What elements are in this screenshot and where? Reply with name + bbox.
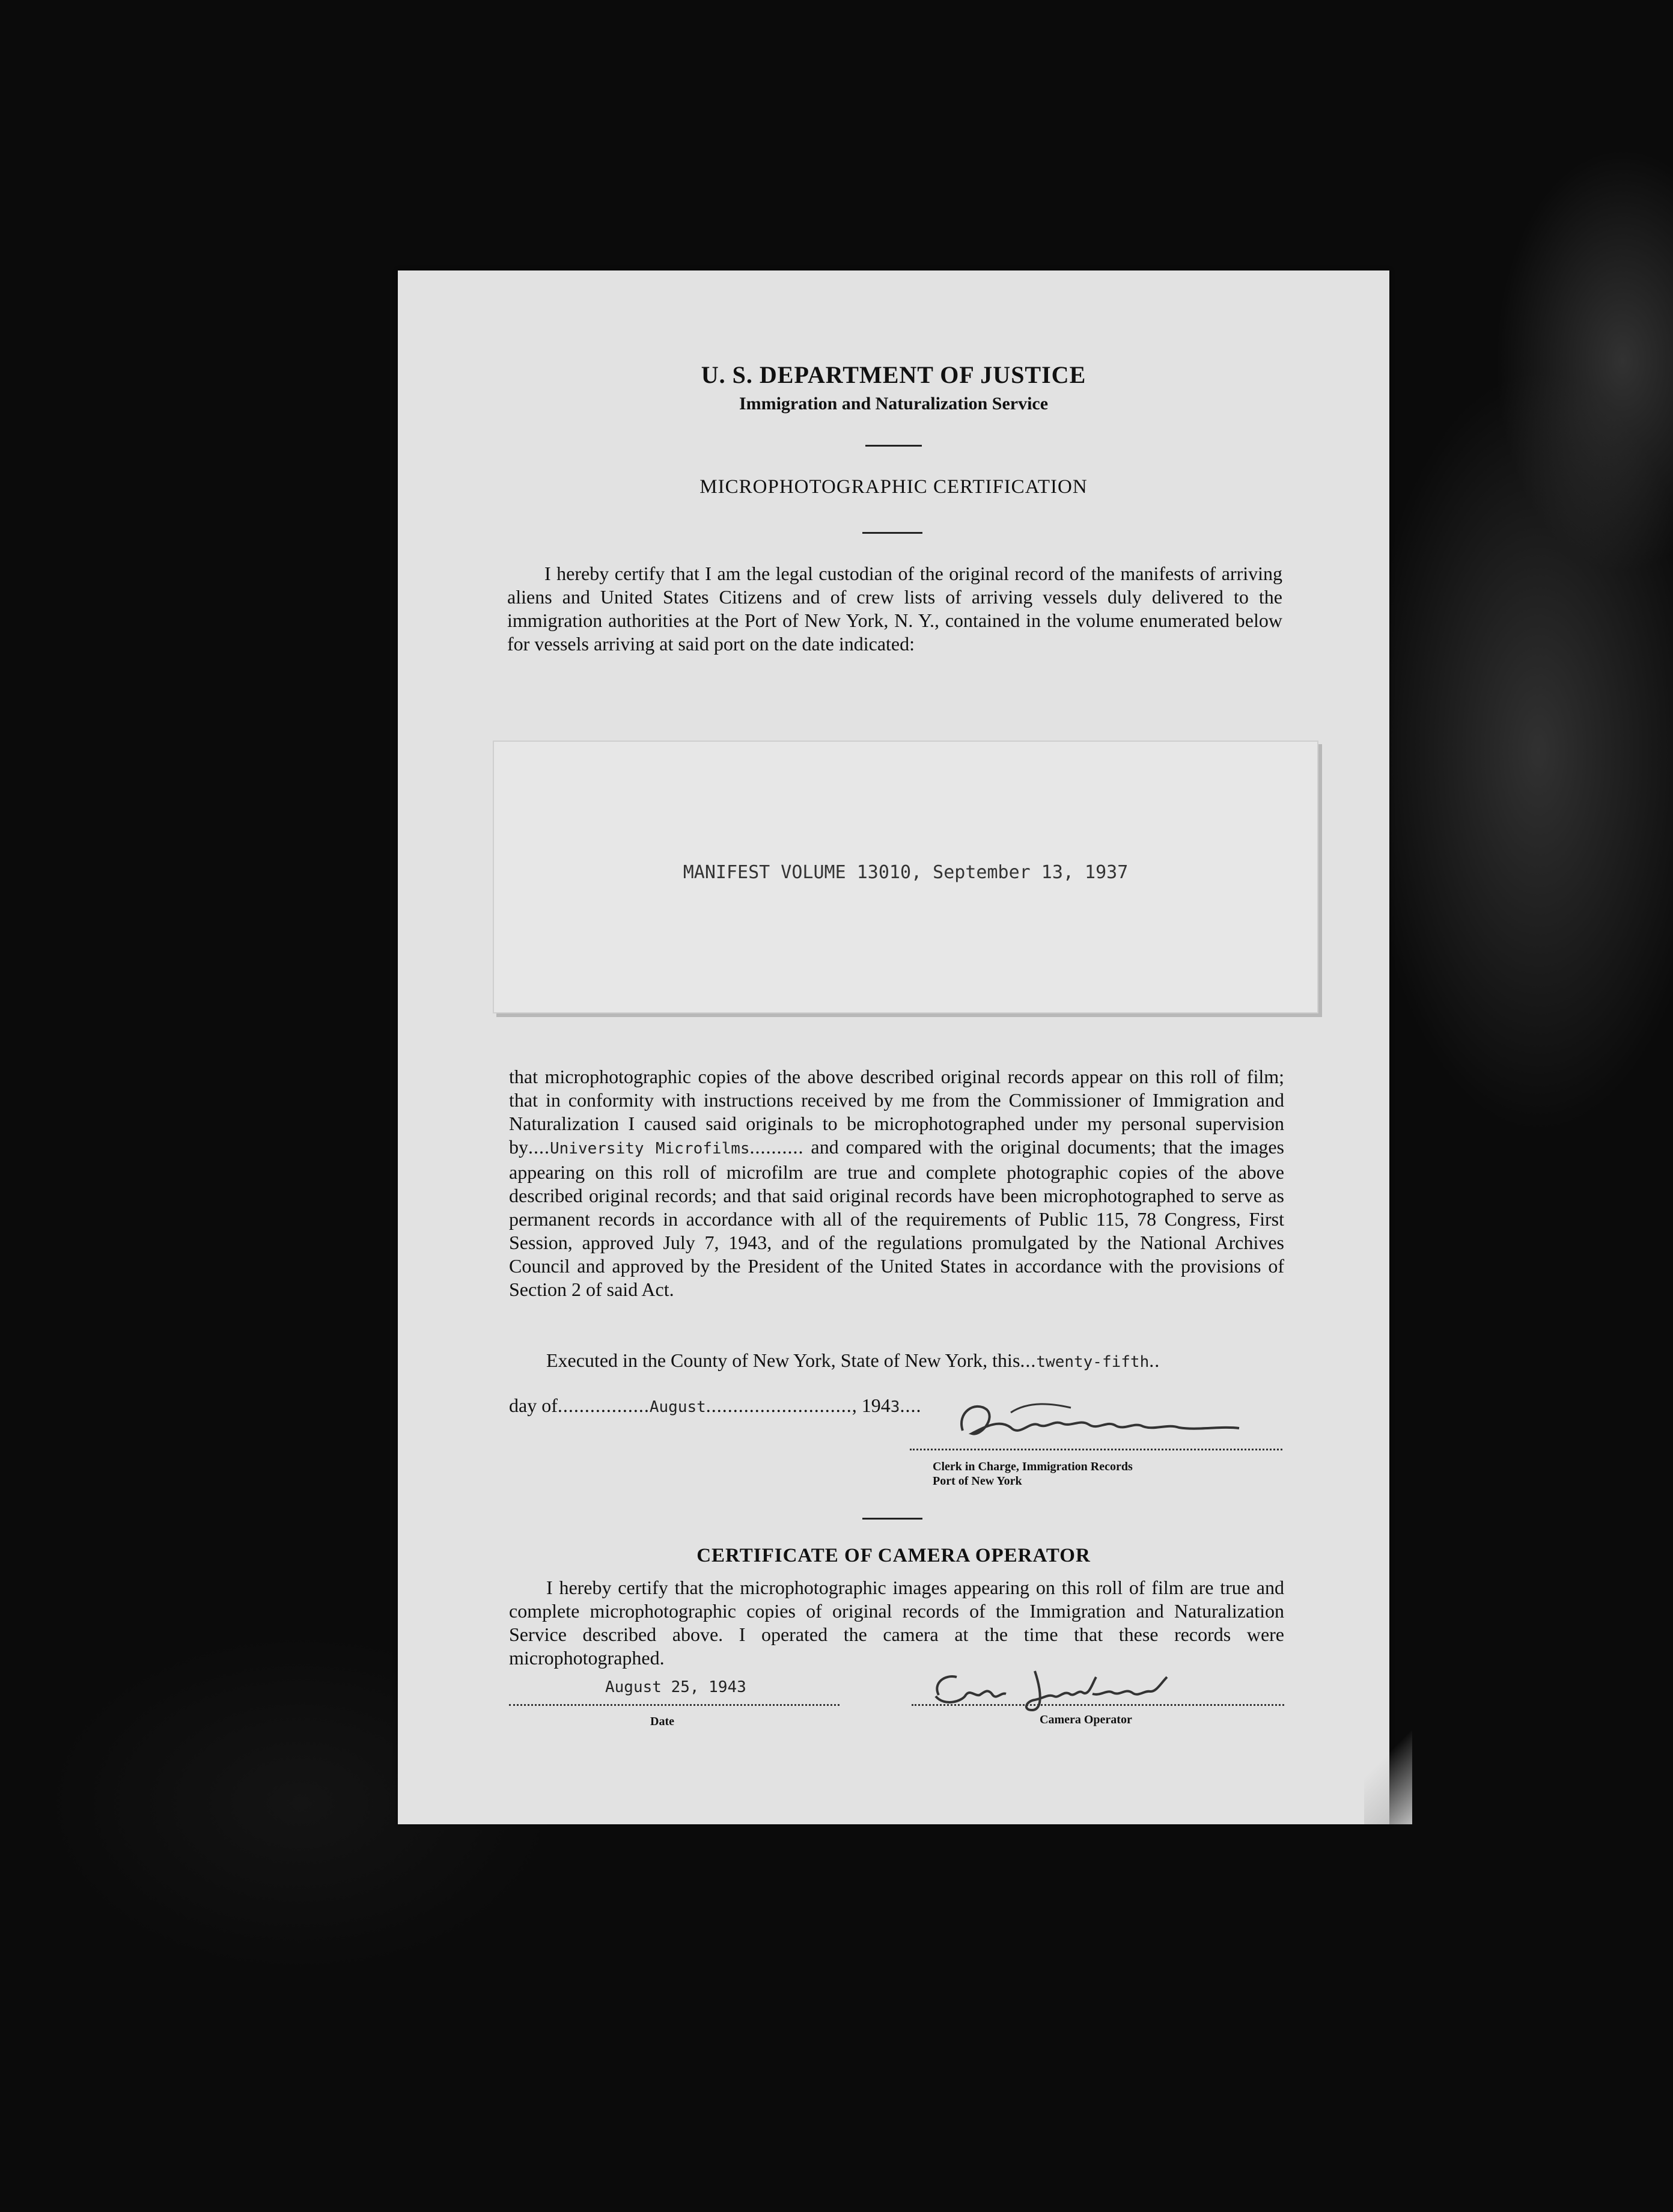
certification-document <box>398 270 1389 1824</box>
divider <box>862 1518 922 1520</box>
clerk-title <box>933 1459 1133 1488</box>
execution-month: August <box>649 1398 706 1416</box>
clerk-signature <box>939 1395 1263 1449</box>
camera-certificate-paragraph: I hereby certify that the microphotographic images appearing on this roll of film are true and complete microphotographic copies of original records of the Immigration and Naturalization Service described above. I operated the camera at the time that these records were microphotographed. <box>509 1577 1284 1669</box>
execution-day: twenty-fifth <box>1036 1353 1150 1371</box>
fill-dots: .... <box>528 1136 550 1158</box>
year-prefix: , 194 <box>852 1395 891 1416</box>
body-paragraph <box>509 1065 1284 1301</box>
fill-dots: .... <box>900 1395 922 1416</box>
body-text-part2: and compared with the original documents; that the images appearing on this roll of microfilm are true and complete photographic copies of the above described original records; and that said original records have been microphotographed to serve as permanent records in accordance with all of the requirements of Public 115, 78 Congress, First Session, approved July 7, 1943, and of the regulations promulgated by the National Archives Council and approved by the President of the United States in accordance with the provisions of Section 2 of said Act. <box>509 1136 1285 1300</box>
clerk-signature-line <box>910 1449 1282 1450</box>
manifest-volume-text: MANIFEST VOLUME 13010, September 13, 1937 <box>683 862 1129 883</box>
body-text-part1: that microphotographic copies of the above described original records appear on this roll of film; that in conformity with instructions received by me from the Commissioner of Immigration and Naturalization I caused said originals to be microphotographed under my personal supervision by <box>509 1066 1284 1158</box>
camera-certificate-title: CERTIFICATE OF CAMERA OPERATOR <box>696 1545 1091 1566</box>
fill-dots: ................. <box>557 1395 650 1416</box>
divider <box>862 532 922 534</box>
fill-dots: .......... <box>749 1136 804 1158</box>
divider <box>865 445 922 447</box>
execution-prefix: Executed in the County of New York, State of New York, this <box>546 1349 1020 1371</box>
camera-operator-signature <box>921 1659 1173 1716</box>
manifest-slip <box>493 741 1318 1013</box>
execution-line <box>509 1349 1284 1372</box>
camera-operator-label: Camera Operator <box>1040 1713 1132 1726</box>
clerk-title-line2: Port of New York <box>933 1474 1022 1488</box>
intro-paragraph: I hereby certify that I am the legal custodian of the original record of the manifests of arriving aliens and United States Citizens and of crew lists of arriving vessels duly delivered to the immigration authorities at the Port of New York, N. Y., contained in the volume enumerated below for vessels arriving at said port on the date indicated: <box>507 563 1282 655</box>
date-line <box>509 1704 840 1706</box>
department-heading: U. S. DEPARTMENT OF JUSTICE <box>701 361 1086 388</box>
fill-dots: ... <box>1020 1349 1037 1371</box>
operator-signature-line <box>912 1704 1284 1706</box>
clerk-title-line1: Clerk in Charge, Immigration Records <box>933 1460 1133 1473</box>
page-curl <box>1364 1713 1412 1824</box>
year-digit: 3 <box>890 1398 900 1416</box>
camera-date-value: August 25, 1943 <box>605 1678 746 1696</box>
day-of-label: day of <box>509 1395 558 1416</box>
fill-dots: .. <box>1149 1349 1160 1371</box>
certification-title: MICROPHOTOGRAPHIC CERTIFICATION <box>699 476 1088 498</box>
date-label: Date <box>650 1715 674 1728</box>
supervisor-value: University Microfilms <box>550 1140 750 1158</box>
day-of-line <box>509 1395 921 1417</box>
service-subheading: Immigration and Naturalization Service <box>739 394 1049 414</box>
fill-dots: ........................... <box>705 1395 852 1416</box>
